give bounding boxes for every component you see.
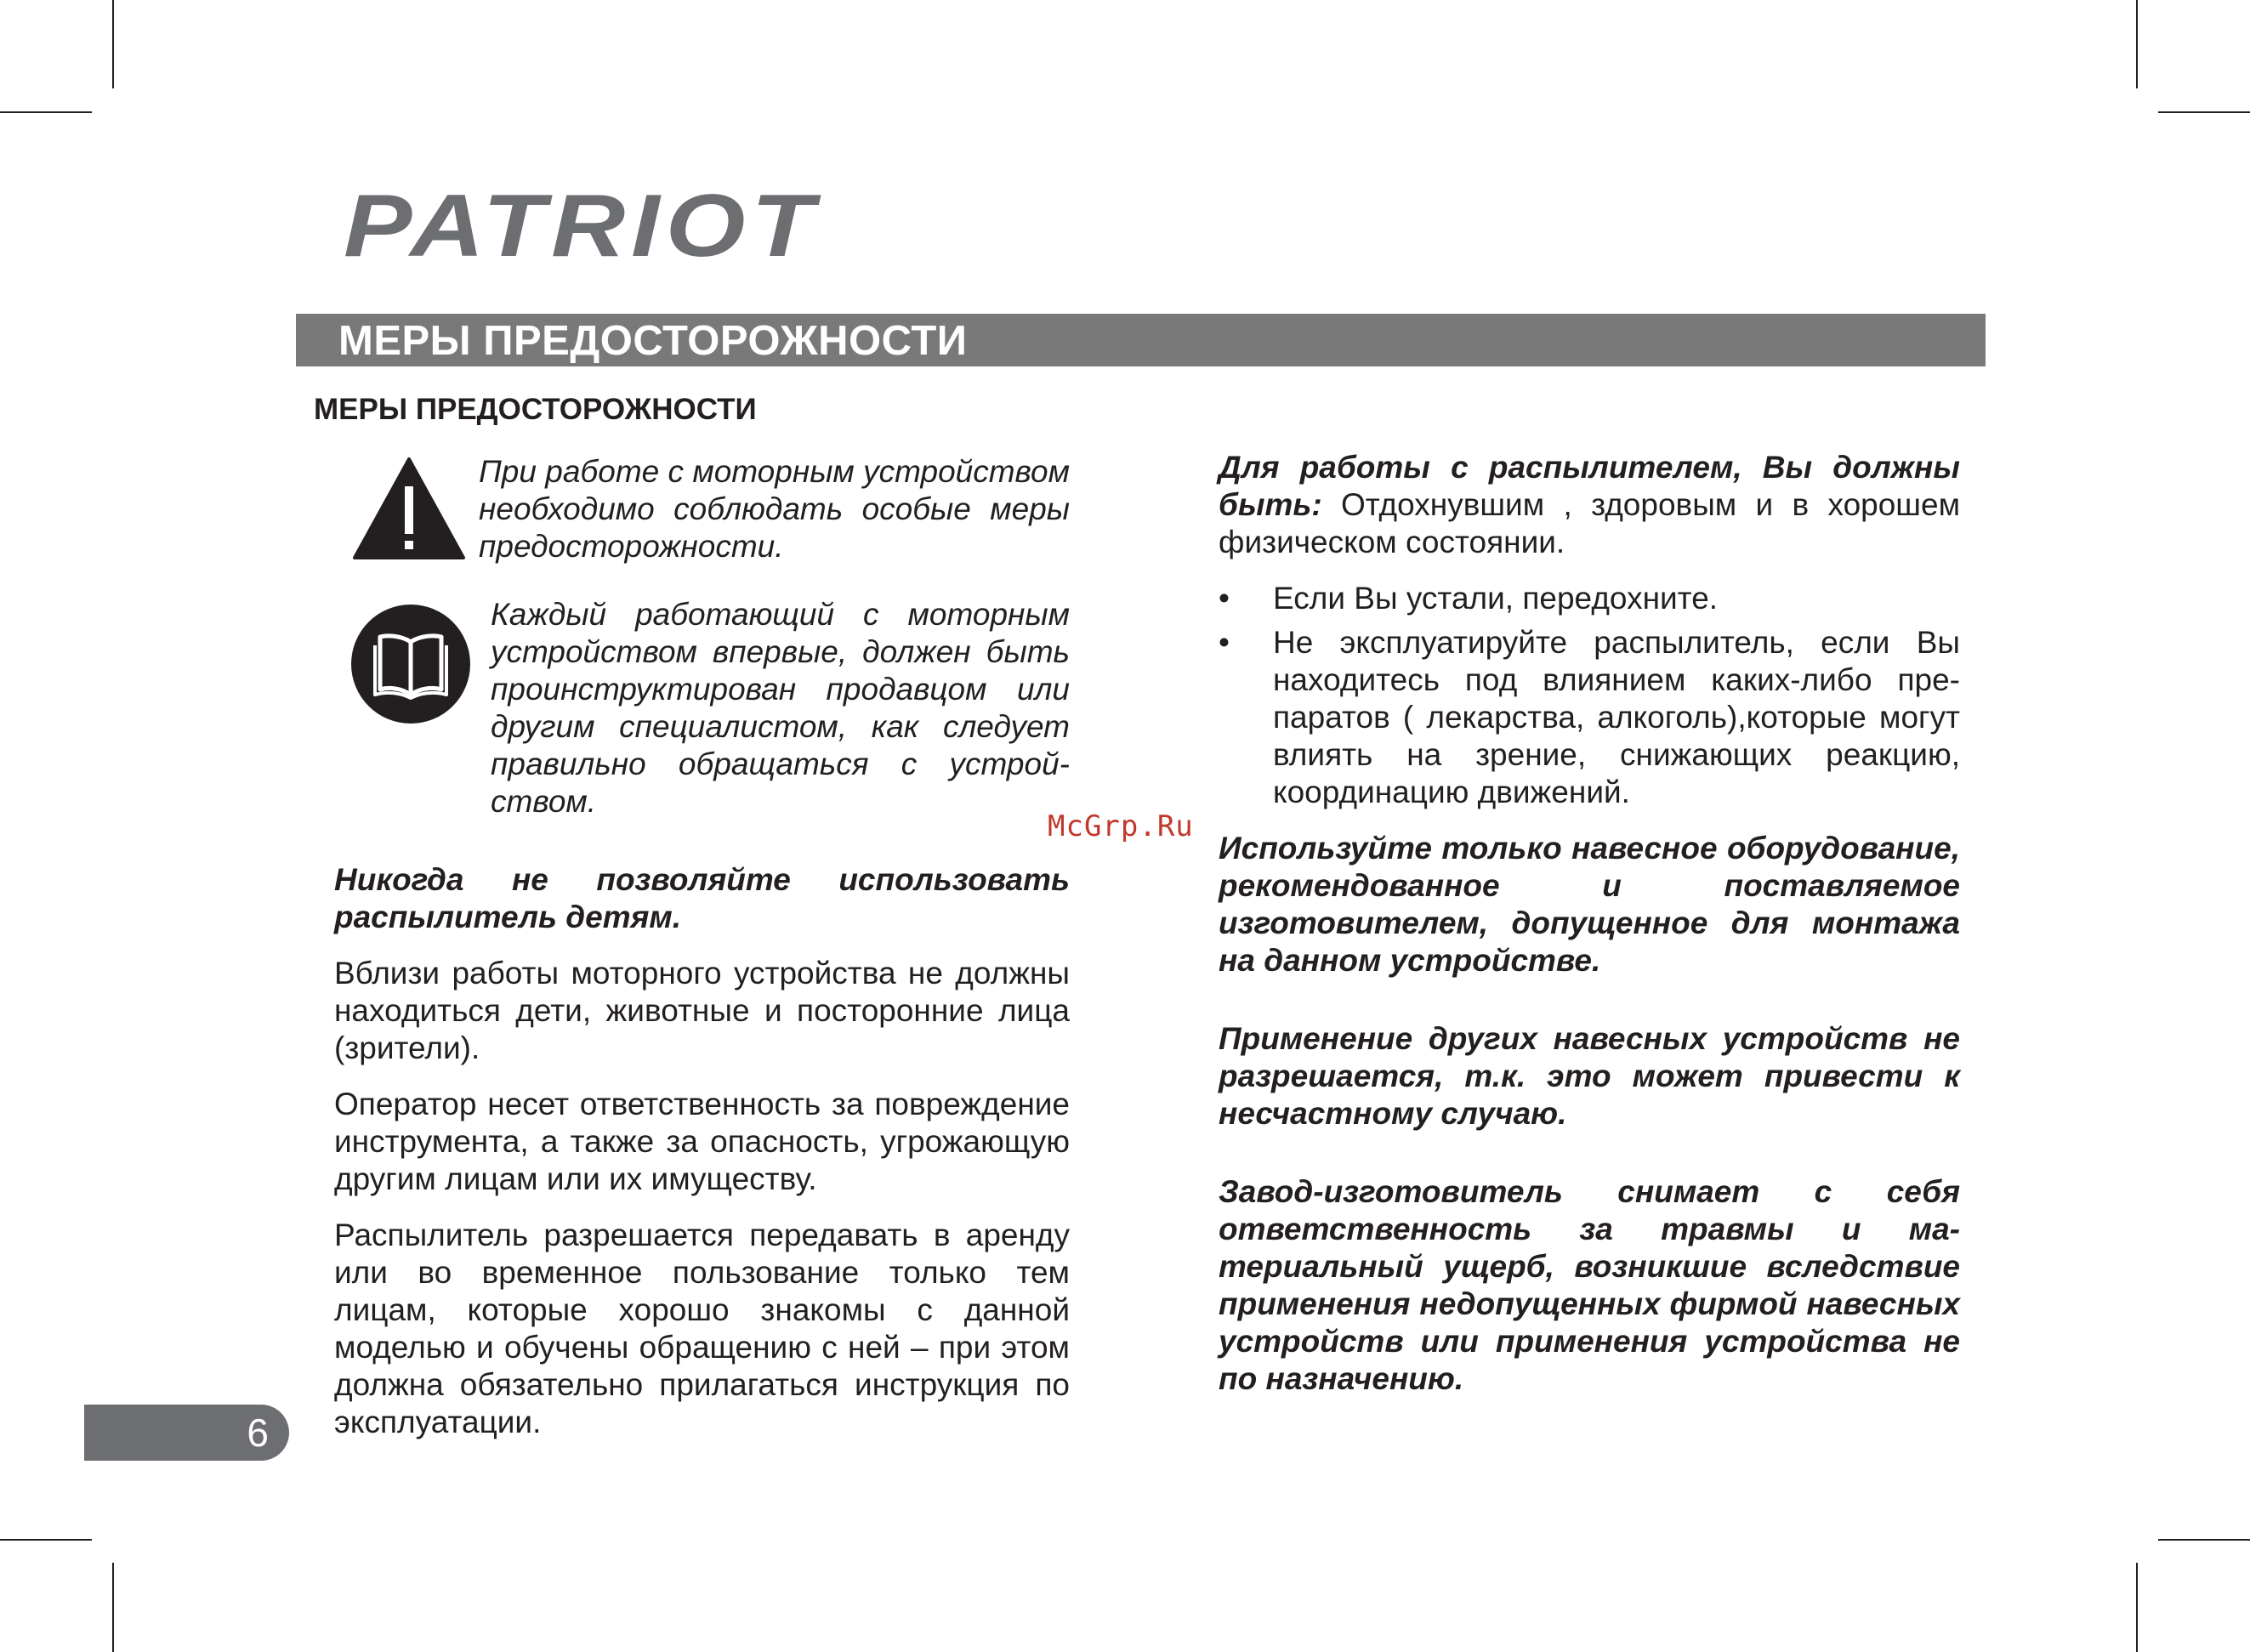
- crop-mark: [112, 1563, 114, 1652]
- patriot-logo: [340, 174, 825, 276]
- watermark: McGrp.Ru: [1048, 809, 1194, 843]
- section-subheading: МЕРЫ ПРЕДОСТОРОЖНОСТИ: [314, 393, 757, 426]
- crop-mark: [2158, 1539, 2250, 1541]
- crop-mark: [2136, 0, 2138, 88]
- paragraph-rental: Распылитель разрешается передавать в аренду или во временное пользование только тем лицам, которые хорошо знакомы с данной моделью и обучены обращению с ней – при этом должна обязательно прилагаться инструкция по эксплуатации.: [334, 1218, 1070, 1439]
- bullet-marker: •: [1219, 581, 1230, 616]
- crop-mark: [112, 0, 114, 88]
- condition-lead: Для работы с распылителем, Вы должны быть:: [1219, 450, 1960, 522]
- logo-text: PATRIOT: [344, 177, 821, 275]
- paragraph-bystanders: Вблизи работы моторного устройства не должны находиться дети, животные и посторонние лица (зрители).: [334, 956, 1070, 1065]
- right-column: [1219, 449, 1960, 1398]
- attachments-only: Используйте только навесное оборудование, рекомендованное и поставляемое изготовителем, допущенное для монтажа на данном устройстве.: [1219, 831, 1960, 978]
- condition-text: Отдохнувшим , здоровым и в хорошем физическом состоянии.: [1219, 487, 1961, 559]
- crop-mark: [0, 111, 92, 113]
- warning-note: При работе с моторным устройством необходимо соблюдать особые меры предосторожности.: [479, 454, 1070, 564]
- list-item-text: Не эксплуатируйте распылитель, если Вы находитесь под влиянием каких-либо препаратов ( лекарства, алкоголь),которые могут влиять на зрение, снижающих реакцию, координацию движений.: [1273, 625, 1960, 809]
- list-item-text: Если Вы устали, передохните.: [1273, 581, 1719, 616]
- page-number-tab: [84, 1405, 289, 1461]
- crop-mark: [2136, 1563, 2138, 1652]
- crop-mark: [2158, 111, 2250, 113]
- banner-title: МЕРЫ ПРЕДОСТОРОЖНОСТИ: [338, 318, 968, 364]
- page-number: 6: [247, 1411, 269, 1455]
- bullet-marker: •: [1219, 625, 1230, 660]
- list-item: [1219, 624, 1960, 811]
- liability-notice: Завод-изготовитель снимает с себя ответственность за травмы и материальный ущерб, возникшие вследствие применения недопущенных фирмой навесных устройств или применения устройства не по назначению.: [1219, 1174, 1960, 1396]
- section-banner: [296, 314, 1986, 366]
- list-item: [1219, 580, 1960, 617]
- paragraph-operator: Оператор несет ответственность за повреждение инструмента, а также за опасность, угрожающую другим лицам или их имуществу.: [334, 1087, 1070, 1196]
- condition-paragraph: [1219, 449, 1960, 561]
- bullet-list: [1219, 580, 1960, 811]
- left-column: [334, 453, 1070, 1441]
- manual-note: Каждый работающий с моторным устройством впервые, должен быть проинструктирован продавцом или другим специалистом, как следует правильно обращаться с устройством.: [491, 597, 1070, 819]
- other-attachments: Применение других навесных устройств не разрешается, т.к. это может привести к несчастному случаю.: [1219, 1021, 1960, 1131]
- children-warning: Никогда не позволяйте использовать распылитель детям.: [334, 862, 1070, 934]
- crop-mark: [0, 1539, 92, 1541]
